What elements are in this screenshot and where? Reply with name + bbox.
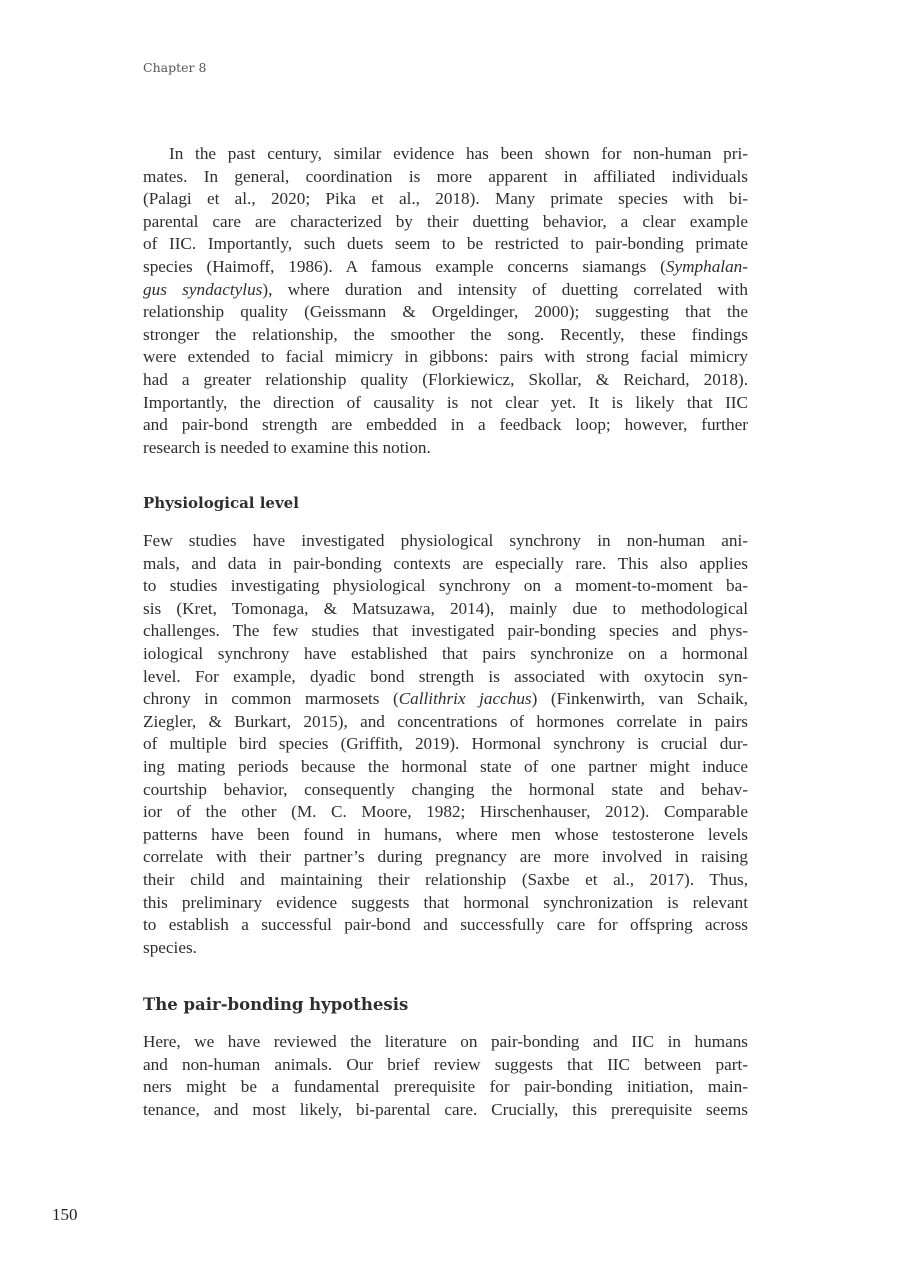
text-line: ing mating periods because the hormonal state of one partner might induce [143,756,748,776]
text-line: this preliminary evidence suggests that hormonal synchronization is relevant [143,892,748,912]
text-line: to establish a successful pair-bond and successfully care for offspring across [143,915,748,935]
text-line: courtship behavior, consequently changing the hormonal state and behav- [143,779,748,799]
text-line: mates. In general, coordination is more apparent in affiliated individuals [143,166,748,186]
text-line: relationship quality (Geissmann & Orgeldinger, 2000); suggesting that the [143,302,748,322]
running-head: Chapter 8 [143,60,207,75]
text-line: of multiple bird species (Griffith, 2019). Hormonal synchrony is crucial dur- [143,734,748,754]
text-line: parental care are characterized by their duetting behavior, a clear example [143,211,748,231]
text-line: had a greater relationship quality (Florkiewicz, Skollar, & Reichard, 2018). [143,369,748,389]
text-line: Importantly, the direction of causality is not clear yet. It is likely that IIC [143,392,748,412]
text-line: level. For example, dyadic bond strength is associated with oxytocin syn- [143,666,748,686]
italic-species-name: Callithrix jacchus [398,689,532,709]
text-line: chrony in common marmosets (Callithrix jacchus) (Finkenwirth, van Schaik, [143,689,748,709]
text-line: research is needed to examine this notion. [143,437,431,457]
text-line: In the past century, similar evidence has been shown for non-human pri- [169,144,748,163]
text-line: their child and maintaining their relationship (Saxbe et al., 2017). Thus, [143,869,748,889]
text-line: Few studies have investigated physiological synchrony in non-human ani- [143,531,748,550]
page-number: 150 [52,1205,78,1224]
text-line: ners might be a fundamental prerequisite for pair-bonding initiation, main- [143,1077,748,1097]
paragraph-2 [143,530,748,959]
text-line: and non-human animals. Our brief review suggests that IIC between part- [143,1054,748,1074]
italic-species-name: Symphalan- [665,256,748,276]
italic-species-name: gus syndactylus [143,279,263,299]
section-heading-physiological-level: Physiological level [143,494,299,512]
text-line: and pair-bond strength are embedded in a feedback loop; however, further [143,415,748,435]
text-line: ior of the other (M. C. Moore, 1982; Hirschenhauser, 2012). Comparable [143,802,748,822]
text-line: mals, and data in pair-bonding contexts are especially rare. This also applies [143,553,748,573]
text-line: stronger the relationship, the smoother the song. Recently, these findings [143,324,748,344]
text-line: iological synchrony have established that pairs synchronize on a hormonal [143,643,748,663]
section-heading-pair-bonding-hypothesis: The pair-bonding hypothesis [143,995,409,1014]
text-line: sis (Kret, Tomonaga, & Matsuzawa, 2014), mainly due to methodological [143,598,748,618]
text-line: challenges. The few studies that investigated pair-bonding species and phys- [143,621,748,641]
text-line: gus syndactylus), where duration and intensity of duetting correlated with [143,279,748,299]
text-line: tenance, and most likely, bi-parental care. Crucially, this prerequisite seems [143,1099,748,1119]
text-line: to studies investigating physiological synchrony on a moment-to-moment ba- [143,576,748,596]
text-line: were extended to facial mimicry in gibbons: pairs with strong facial mimicry [143,347,748,367]
text-line: of IIC. Importantly, such duets seem to be restricted to pair-bonding primate [143,234,748,254]
text-line: correlate with their partner’s during pregnancy are more involved in raising [143,847,748,867]
text-line: patterns have been found in humans, where men whose testosterone levels [143,824,748,844]
text-line: Ziegler, & Burkart, 2015), and concentrations of hormones correlate in pairs [143,711,748,731]
text-line: Here, we have reviewed the literature on pair-bonding and IIC in humans [143,1032,748,1051]
paragraph-3 [143,1031,748,1121]
text-line: (Palagi et al., 2020; Pika et al., 2018). Many primate species with bi- [143,189,748,209]
text-line: species (Haimoff, 1986). A famous example concerns siamangs (Symphalan- [143,256,748,276]
text-line: species. [143,937,197,957]
paragraph-1 [143,143,748,459]
